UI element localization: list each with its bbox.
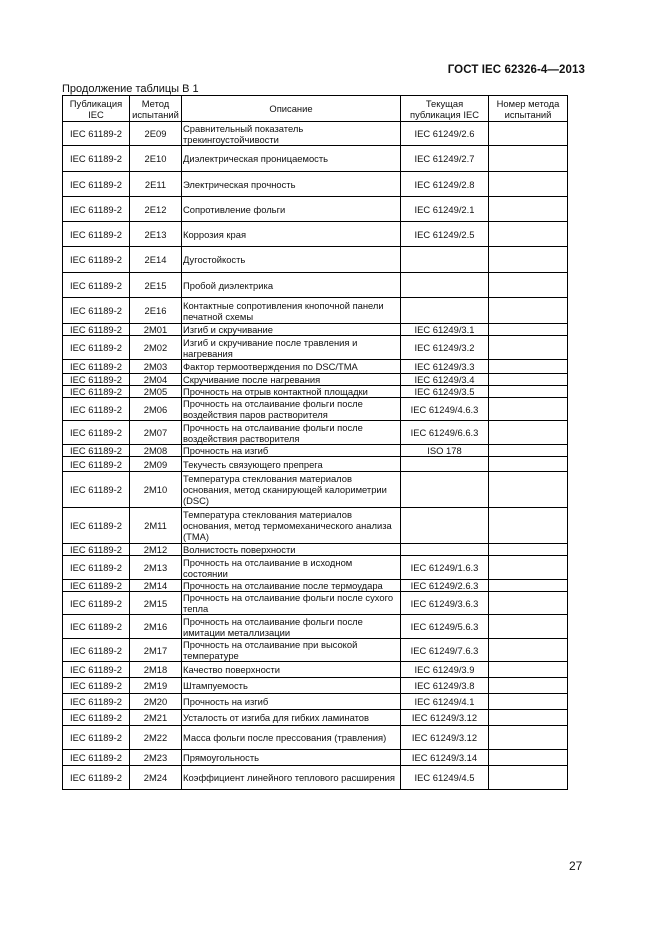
table-cell: [489, 421, 568, 445]
table-cell: [489, 457, 568, 472]
table-cell: Сравнительный показатель трекингоустойчивости: [182, 122, 401, 146]
table-cell: 2M06: [130, 398, 182, 421]
table-cell: IEC 61249/3.12: [401, 726, 489, 750]
table-row: [63, 710, 568, 726]
table-cell: 2E11: [130, 172, 182, 197]
table-cell: IEC 61249/2.6: [401, 122, 489, 146]
table-cell: IEC 61189-2: [63, 146, 130, 172]
table-row: [63, 508, 568, 544]
table-cell: 2M03: [130, 360, 182, 374]
table-row: [63, 592, 568, 615]
table-row: [63, 726, 568, 750]
table-cell: [489, 580, 568, 592]
table-cell: [489, 592, 568, 615]
table-cell: IEC 61249/4.5: [401, 766, 489, 790]
column-header: Описание: [182, 96, 401, 122]
table-cell: IEC 61189-2: [63, 273, 130, 298]
table-cell: [489, 374, 568, 386]
table-cell: 2E10: [130, 146, 182, 172]
table-cell: Прочность на изгиб: [182, 694, 401, 710]
table-cell: [489, 508, 568, 544]
table-cell: [489, 386, 568, 398]
table-cell: IEC 61189-2: [63, 386, 130, 398]
table-cell: IEC 61189-2: [63, 556, 130, 580]
table-row: [63, 662, 568, 678]
table-cell: [489, 556, 568, 580]
table-cell: IEC 61189-2: [63, 374, 130, 386]
table-row: [63, 556, 568, 580]
table-cell: IEC 61189-2: [63, 678, 130, 694]
table-cell: 2M20: [130, 694, 182, 710]
table-cell: IEC 61249/3.5: [401, 386, 489, 398]
table-cell: IEC 61249/3.1: [401, 324, 489, 336]
table-cell: IEC 61249/7.6.3: [401, 639, 489, 662]
table-cell: [489, 336, 568, 360]
table-cell: 2M24: [130, 766, 182, 790]
table-cell: [489, 172, 568, 197]
table-cell: [489, 472, 568, 508]
table-cell: Коэффициент линейного теплового расширения: [182, 766, 401, 790]
table-cell: Прочность на отслаивание в исходном состоянии: [182, 556, 401, 580]
table-cell: Текучесть связующего препрега: [182, 457, 401, 472]
table-cell: Прочность на отрыв контактной площадки: [182, 386, 401, 398]
table-row: [63, 146, 568, 172]
table-cell: [489, 398, 568, 421]
table-row: [63, 472, 568, 508]
table-cell: 2M11: [130, 508, 182, 544]
column-header: Текущая публикация IEC: [401, 96, 489, 122]
table-cell: [489, 298, 568, 324]
table-cell: [489, 324, 568, 336]
table-cell: Прочность на отслаивание при высокой температуре: [182, 639, 401, 662]
table-cell: IEC 61189-2: [63, 197, 130, 222]
table-cell: IEC 61189-2: [63, 592, 130, 615]
table-header-row: [63, 96, 568, 122]
table-row: [63, 298, 568, 324]
table-cell: [489, 662, 568, 678]
table-cell: IEC 61189-2: [63, 580, 130, 592]
table-cell: Диэлектрическая проницаемость: [182, 146, 401, 172]
table-cell: [489, 197, 568, 222]
table-cell: Прямоугольность: [182, 750, 401, 766]
table-row: [63, 122, 568, 146]
table-cell: IEC 61249/3.8: [401, 678, 489, 694]
table-row: [63, 324, 568, 336]
table-cell: IEC 61189-2: [63, 750, 130, 766]
table-row: [63, 247, 568, 273]
table-cell: IEC 61189-2: [63, 639, 130, 662]
table-cell: IEC 61189-2: [63, 472, 130, 508]
table-cell: IEC 61189-2: [63, 222, 130, 247]
table-cell: 2E09: [130, 122, 182, 146]
table-cell: [489, 122, 568, 146]
table-cell: IEC 61249/2.7: [401, 146, 489, 172]
table-row: [63, 457, 568, 472]
column-header: Номер метода испытаний: [489, 96, 568, 122]
table-cell: Прочность на отслаивание фольги после сухого тепла: [182, 592, 401, 615]
table-cell: 2M13: [130, 556, 182, 580]
table-cell: 2M19: [130, 678, 182, 694]
table-cell: IEC 61189-2: [63, 710, 130, 726]
table-cell: [401, 298, 489, 324]
table-cell: Масса фольги после прессования (травления): [182, 726, 401, 750]
table-cell: Штампуемость: [182, 678, 401, 694]
table-row: [63, 398, 568, 421]
table-cell: [401, 273, 489, 298]
table-cell: Прочность на отслаивание после термоудара: [182, 580, 401, 592]
table-cell: IEC 61189-2: [63, 615, 130, 639]
table-row: [63, 544, 568, 556]
column-header: Метод испытаний: [130, 96, 182, 122]
table-cell: 2M04: [130, 374, 182, 386]
table-cell: Электрическая прочность: [182, 172, 401, 197]
table-cell: Прочность на отслаивание фольги после воздействия паров растворителя: [182, 398, 401, 421]
table-cell: Прочность на изгиб: [182, 445, 401, 457]
table-cell: IEC 61249/4.6.3: [401, 398, 489, 421]
table-cell: Температура стеклования материалов основания, метод термомеханического анализа (TMA): [182, 508, 401, 544]
table-row: [63, 694, 568, 710]
document-code: ГОСТ IEC 62326-4—2013: [447, 64, 585, 76]
page-number: 27: [569, 859, 583, 873]
table-cell: 2M16: [130, 615, 182, 639]
table-cell: IEC 61249/2.1: [401, 197, 489, 222]
table-cell: IEC 61189-2: [63, 172, 130, 197]
table-cell: IEC 61249/3.9: [401, 662, 489, 678]
table-cell: [401, 508, 489, 544]
table-cell: IEC 61249/3.14: [401, 750, 489, 766]
table-cell: 2M10: [130, 472, 182, 508]
table-cell: [489, 615, 568, 639]
table-cell: 2M17: [130, 639, 182, 662]
table-cell: IEC 61189-2: [63, 544, 130, 556]
table-row: [63, 445, 568, 457]
table-cell: IEC 61189-2: [63, 360, 130, 374]
table-cell: [401, 457, 489, 472]
table-cell: IEC 61249/4.1: [401, 694, 489, 710]
table-cell: [489, 639, 568, 662]
table-cell: [489, 247, 568, 273]
table-cell: IEC 61249/5.6.3: [401, 615, 489, 639]
table-cell: 2M18: [130, 662, 182, 678]
table-cell: IEC 61189-2: [63, 298, 130, 324]
table-cell: Фактор термоотверждения по DSC/TMA: [182, 360, 401, 374]
table-cell: Сопротивление фольги: [182, 197, 401, 222]
table-cell: [489, 710, 568, 726]
table-cell: 2M14: [130, 580, 182, 592]
table-cell: IEC 61189-2: [63, 766, 130, 790]
table-row: [63, 336, 568, 360]
table-cell: Дугостойкость: [182, 247, 401, 273]
table-cell: 2M22: [130, 726, 182, 750]
table-cell: Изгиб и скручивание после травления и нагревания: [182, 336, 401, 360]
table-cell: IEC 61249/3.6.3: [401, 592, 489, 615]
table-cell: 2M07: [130, 421, 182, 445]
table-cell: [489, 766, 568, 790]
table-row: [63, 374, 568, 386]
table-row: [63, 197, 568, 222]
table-cell: [401, 247, 489, 273]
table-cell: Пробой диэлектрика: [182, 273, 401, 298]
table-cell: 2E16: [130, 298, 182, 324]
table-cell: ISO 178: [401, 445, 489, 457]
table-cell: 2M09: [130, 457, 182, 472]
table-continuation-label: Продолжение таблицы В 1: [62, 83, 199, 95]
table-cell: 2E14: [130, 247, 182, 273]
table-cell: IEC 61249/2.8: [401, 172, 489, 197]
table-cell: 2M05: [130, 386, 182, 398]
table-cell: [489, 544, 568, 556]
table-cell: 2M08: [130, 445, 182, 457]
table-cell: IEC 61189-2: [63, 122, 130, 146]
table-cell: [489, 360, 568, 374]
table-cell: IEC 61189-2: [63, 662, 130, 678]
table-row: [63, 360, 568, 374]
test-methods-table: [62, 95, 568, 790]
table-cell: Качество поверхности: [182, 662, 401, 678]
table-row: [63, 639, 568, 662]
table-cell: IEC 61249/2.6.3: [401, 580, 489, 592]
table-row: [63, 273, 568, 298]
table-cell: Прочность на отслаивание фольги после воздействия растворителя: [182, 421, 401, 445]
table-cell: [401, 544, 489, 556]
table-cell: Коррозия края: [182, 222, 401, 247]
table-cell: IEC 61189-2: [63, 336, 130, 360]
table-cell: IEC 61249/3.2: [401, 336, 489, 360]
table-cell: IEC 61189-2: [63, 445, 130, 457]
table-cell: IEC 61249/2.5: [401, 222, 489, 247]
table-cell: Контактные сопротивления кнопочной панели печатной схемы: [182, 298, 401, 324]
column-header: Публикация IEC: [63, 96, 130, 122]
table-row: [63, 386, 568, 398]
table-cell: [489, 678, 568, 694]
table-cell: Скручивание после нагревания: [182, 374, 401, 386]
table-body: [63, 122, 568, 790]
table-cell: [489, 222, 568, 247]
table-cell: [401, 472, 489, 508]
table-cell: 2E12: [130, 197, 182, 222]
table-cell: [489, 726, 568, 750]
table-row: [63, 750, 568, 766]
table-cell: [489, 273, 568, 298]
table-cell: IEC 61249/6.6.3: [401, 421, 489, 445]
table-cell: 2M02: [130, 336, 182, 360]
table-row: [63, 678, 568, 694]
table-cell: 2E15: [130, 273, 182, 298]
table-row: [63, 421, 568, 445]
table-cell: IEC 61189-2: [63, 398, 130, 421]
table-cell: IEC 61189-2: [63, 694, 130, 710]
table-cell: [489, 694, 568, 710]
table-cell: [489, 750, 568, 766]
table-cell: IEC 61189-2: [63, 421, 130, 445]
table-cell: 2M01: [130, 324, 182, 336]
table-cell: IEC 61189-2: [63, 247, 130, 273]
table-cell: Прочность на отслаивание фольги после имитации металлизации: [182, 615, 401, 639]
table-cell: IEC 61249/3.3: [401, 360, 489, 374]
table-row: [63, 222, 568, 247]
table-cell: IEC 61189-2: [63, 457, 130, 472]
table-cell: [489, 445, 568, 457]
table-cell: Изгиб и скручивание: [182, 324, 401, 336]
table-cell: IEC 61249/3.4: [401, 374, 489, 386]
table-row: [63, 172, 568, 197]
table-cell: IEC 61189-2: [63, 726, 130, 750]
table-row: [63, 615, 568, 639]
table-cell: 2M23: [130, 750, 182, 766]
table-cell: IEC 61249/1.6.3: [401, 556, 489, 580]
table-row: [63, 580, 568, 592]
table-cell: Волнистость поверхности: [182, 544, 401, 556]
table-cell: IEC 61249/3.12: [401, 710, 489, 726]
table-cell: IEC 61189-2: [63, 508, 130, 544]
table-cell: Температура стеклования материалов основания, метод сканирующей калориметрии (DSC): [182, 472, 401, 508]
table-row: [63, 766, 568, 790]
table-cell: [489, 146, 568, 172]
table-cell: 2E13: [130, 222, 182, 247]
table-cell: Усталость от изгиба для гибких ламинатов: [182, 710, 401, 726]
table-cell: 2M12: [130, 544, 182, 556]
table-cell: 2M21: [130, 710, 182, 726]
table-cell: 2M15: [130, 592, 182, 615]
table-cell: IEC 61189-2: [63, 324, 130, 336]
